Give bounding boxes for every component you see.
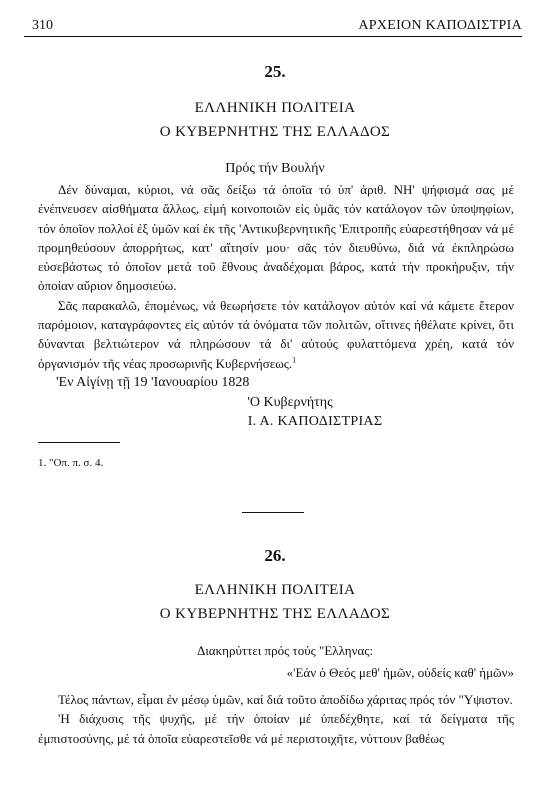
doc26-paragraph-1: Τέλος πάντων, εἶμαι ἐν μέσῳ ὑμῶν, καί διά τοῦτο ἀποδίδω χάριτας πρός τόν "Υψιστον. bbox=[58, 692, 513, 707]
doc25-body bbox=[38, 180, 514, 373]
doc25-paragraph-1: Δέν δύναμαι, κύριοι, νά σᾶς δείξω τά ὁποῖα τό ὑπ' ἀριθ. ΝΗ' ψήφισμά σας μέ ἐνέπνευσεν αἰσθήματα ἄλλως, εἰμή κοινοποιῶν εἰς ὑμᾶς τόν κατάλογον τῶν ὑποψηφίων, τόν ὁποῖον πολλοί ἐξ ὑμῶν καί ἐκ τῆς 'Αντικυβερνητικῆς 'Επιτροπῆς εὐαρεστήθησαν νά μέ προμηθεύσουν ἀπορρήτως, κατ' αἴτησίν μου· σᾶς τόν διευθύνω, διά νά ἐκπληρώσω εὐσεβάστως τό ὁποῖον μετά τοῦ ἔθνους ἀναδέχομαι βάρος, κατά τήν προκήρυξιν, τήν ὁποίαν αὔριον δημοσιεύω. bbox=[38, 182, 514, 294]
running-header bbox=[24, 14, 522, 37]
doc25-paragraph-2 bbox=[38, 296, 514, 373]
doc25-signature-role: 'Ο Κυβερνήτης bbox=[247, 395, 333, 410]
doc25-footnote: 1. "Οπ. π. σ. 4. bbox=[38, 457, 104, 469]
footnote-rule bbox=[38, 442, 120, 443]
doc26-proclamation: Διακηρύττει πρός τούς "Ελληνας: bbox=[196, 643, 374, 658]
doc26-heading-governor: Ο ΚΥΒΕΡΝΗΤΗΣ ΤΗΣ ΕΛΛΑΔΟΣ bbox=[159, 606, 391, 622]
doc-number-25: 25. bbox=[264, 62, 286, 81]
doc26-heading-state: ΕΛΛΗΝΙΚΗ ΠΟΛΙΤΕΙΑ bbox=[194, 582, 356, 598]
doc25-signature-name: Ι. Α. ΚΑΠΟΔΙΣΤΡΙΑΣ bbox=[247, 414, 383, 429]
doc26-body bbox=[38, 690, 514, 748]
doc26-motto: «'Εάν ὁ Θεός μεθ' ἡμῶν, οὐδείς καθ' ἡμῶν» bbox=[286, 665, 514, 680]
doc26-paragraph-2: 'Η διάχυσις τῆς ψυχῆς, μέ τήν ὁποίαν μέ ὑπεδέχθητε, καί τά δείγματα τῆς ἐμπιστοσύνης, μέ τά ὁποῖα εὐαρεστεῖσθε νά μέ περιστοιχῆτε, νύττουν βαθέως bbox=[38, 711, 514, 746]
doc-number-26: 26. bbox=[264, 546, 286, 565]
running-title: ΑΡΧΕΙΟΝ ΚΑΠΟΔΙΣΤΡΙΑ bbox=[358, 18, 522, 33]
doc25-addressee: Πρός τήν Βουλήν bbox=[225, 161, 325, 176]
footnote-marker: 1 bbox=[292, 355, 297, 365]
doc25-heading-governor: Ο ΚΥΒΕΡΝΗΤΗΣ ΤΗΣ ΕΛΛΑΔΟΣ bbox=[159, 124, 391, 140]
doc25-dateline: 'Εν Αἰγίνῃ τῇ 19 'Ιανουαρίου 1828 bbox=[56, 375, 250, 390]
page-number: 310 bbox=[32, 18, 53, 33]
doc25-paragraph-2-text: Σᾶς παρακαλῶ, ἐπομένως, νά θεωρήσετε τόν κατάλογον αὐτόν καί νά κάμετε ἕτερον παρόμοιον, καταγράφοντες εἰς αὐτόν τά ὀνόματα τῶν πολιτῶν, οἵτινες ἠθέλατε κρίνει, ὅτι δύνανται βελτιώτερον νά πληρώσουν τά δι' αὐτούς φυλαττόμενα χρέη, κατά τόν ὀργανισμόν τῆς νέας προσωρινῆς Κυβερνήσεως. bbox=[38, 297, 514, 371]
section-divider bbox=[242, 512, 304, 513]
doc25-heading-state: ΕΛΛΗΝΙΚΗ ΠΟΛΙΤΕΙΑ bbox=[194, 100, 356, 116]
